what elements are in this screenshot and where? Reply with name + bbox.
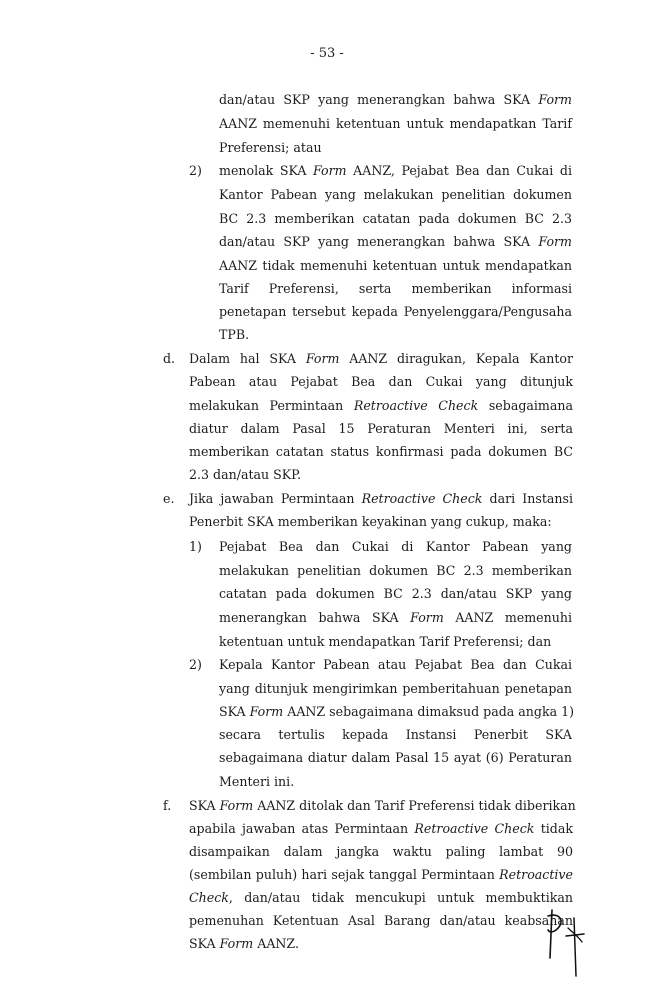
text-line: Kepala Kantor Pabean atau Pejabat Bea dan Cukai (219, 657, 572, 672)
page-number: - 53 - (310, 46, 344, 61)
text-line: melakukan Permintaan Retroactive Check sebagaimana (189, 398, 573, 413)
item-marker: d. (163, 351, 176, 366)
text-line: Kantor Pabean yang melakukan penelitian dokumen (219, 187, 572, 202)
item-marker: 2) (189, 163, 202, 178)
text-line: AANZ tidak memenuhi ketentuan untuk mendapatkan (219, 258, 572, 273)
text-line: Check, dan/atau tidak mencukupi untuk membuktikan (189, 890, 573, 905)
text-line: Jika jawaban Permintaan Retroactive Check dari Instansi (189, 491, 573, 506)
item-marker: 2) (189, 657, 202, 672)
item-marker: f. (163, 798, 172, 813)
text-line: Pabean atau Pejabat Bea dan Cukai yang ditunjuk (189, 374, 573, 389)
text-line: SKA Form AANZ sebagaimana dimaksud pada angka 1) (219, 704, 575, 719)
text-line: dan/atau SKP yang menerangkan bahwa SKA Form (219, 234, 572, 249)
text-line: disampaikan dalam jangka waktu paling lambat 90 (189, 844, 573, 859)
text-line: AANZ memenuhi ketentuan untuk mendapatkan Tarif (219, 116, 572, 131)
text-line: dan/atau SKP yang menerangkan bahwa SKA Form (219, 92, 572, 107)
text-line: melakukan penelitian dokumen BC 2.3 memberikan (219, 563, 572, 578)
signature-initials (538, 906, 598, 978)
item-marker: 1) (189, 539, 202, 554)
text-line: BC 2.3 memberikan catatan pada dokumen BC 2.3 (219, 211, 572, 226)
text-line: Tarif Preferensi, serta memberikan informasi (219, 281, 572, 296)
text-line: yang ditunjuk mengirimkan pemberitahuan penetapan (219, 681, 572, 696)
text-line: SKA Form AANZ. (189, 936, 299, 951)
text-line: Dalam hal SKA Form AANZ diragukan, Kepala Kantor (189, 351, 573, 366)
item-marker: e. (163, 491, 175, 506)
text-line: diatur dalam Pasal 15 Peraturan Menteri ini, serta (189, 421, 573, 436)
text-line: Penerbit SKA memberikan keyakinan yang cukup, maka: (189, 514, 552, 529)
text-line: SKA Form AANZ ditolak dan Tarif Preferensi tidak diberikan (189, 798, 576, 813)
text-line: Menteri ini. (219, 774, 295, 789)
text-line: Pejabat Bea dan Cukai di Kantor Pabean yang (219, 539, 572, 554)
text-line: penetapan tersebut kepada Penyelenggara/Pengusaha (219, 304, 572, 319)
text-line: menerangkan bahwa SKA Form AANZ memenuhi (219, 610, 572, 625)
text-line: 2.3 dan/atau SKP. (189, 467, 302, 482)
text-line: (sembilan puluh) hari sejak tanggal Permintaan Retroactive (189, 867, 573, 882)
text-line: TPB. (219, 327, 250, 342)
text-line: pemenuhan Ketentuan Asal Barang dan/atau keabsahan (189, 913, 573, 928)
text-line: sebagaimana diatur dalam Pasal 15 ayat (6) Peraturan (219, 750, 572, 765)
text-line: ketentuan untuk mendapatkan Tarif Preferensi; dan (219, 634, 552, 649)
text-line: catatan pada dokumen BC 2.3 dan/atau SKP yang (219, 586, 572, 601)
text-line: menolak SKA Form AANZ, Pejabat Bea dan Cukai di (219, 163, 572, 178)
text-line: apabila jawaban atas Permintaan Retroactive Check tidak (189, 821, 573, 836)
text-line: memberikan catatan status konfirmasi pada dokumen BC (189, 444, 573, 459)
text-line: Preferensi; atau (219, 140, 322, 155)
text-line: secara tertulis kepada Instansi Penerbit SKA (219, 727, 572, 742)
